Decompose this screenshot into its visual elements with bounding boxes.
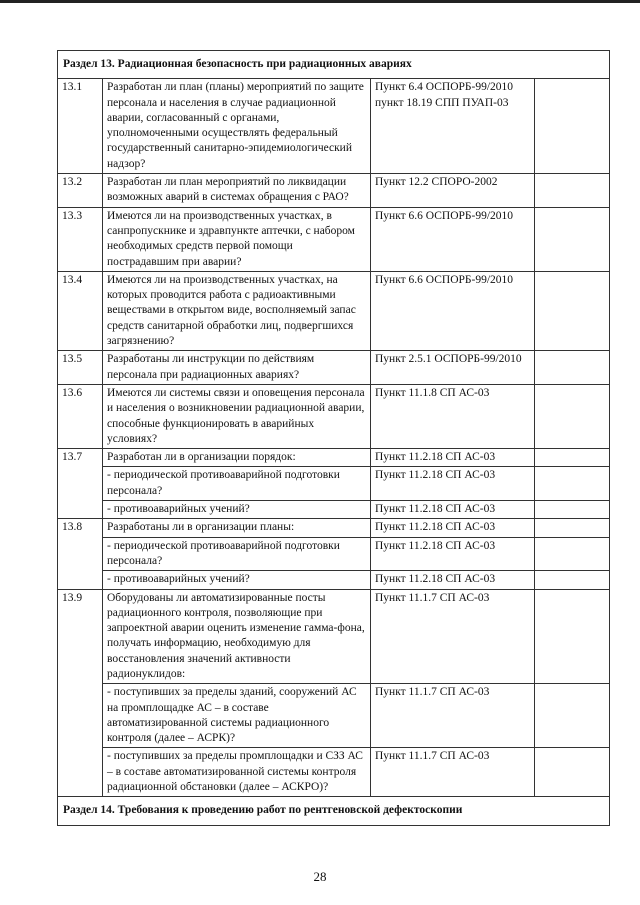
requirement-text: - периодической противоаварийной подготовки персонала?: [103, 467, 371, 501]
section-14-title: Раздел 14. Требования к проведению работ по рентгеновской дефектоскопии: [58, 797, 610, 825]
table-row: [58, 519, 610, 537]
table-subrow: [58, 684, 610, 748]
item-number: 13.4: [58, 271, 103, 350]
item-number: 13.8: [58, 519, 103, 589]
answer-cell: [535, 79, 610, 174]
answer-cell: [535, 501, 610, 519]
requirement-text: - периодической противоаварийной подготовки персонала?: [103, 537, 371, 571]
section-13-title: Раздел 13. Радиационная безопасность при радиационных авариях: [58, 51, 610, 79]
item-number: 13.5: [58, 351, 103, 385]
section-14-header-row: [58, 797, 610, 825]
norm-reference: Пункт 11.1.7 СП АС-03: [371, 748, 535, 797]
table-row: [58, 351, 610, 385]
answer-cell: [535, 571, 610, 589]
table-subrow: [58, 571, 610, 589]
table-subrow: [58, 748, 610, 797]
requirement-text: - противоаварийных учений?: [103, 571, 371, 589]
item-number: 13.1: [58, 79, 103, 174]
requirement-text: Разработан ли в организации порядок:: [103, 449, 371, 467]
table-row: [58, 271, 610, 350]
answer-cell: [535, 174, 610, 208]
requirement-text: Разработан ли план мероприятий по ликвидации возможных аварий в системах обращения с РАО?: [103, 174, 371, 208]
requirement-text: Имеются ли системы связи и оповещения персонала и населения о возникновении радиационной аварии, способные функционировать в аварийных условиях?: [103, 384, 371, 448]
norm-reference: Пункт 6.6 ОСПОРБ-99/2010: [371, 271, 535, 350]
table-subrow: [58, 501, 610, 519]
requirement-text: Имеются ли на производственных участках, на которых проводится работа с радиоактивными веществами в открытом виде, восполняемый запас средств санитарной обработки лиц, подвергшихся загрязнению?: [103, 271, 371, 350]
table-row: [58, 384, 610, 448]
item-number: 13.9: [58, 589, 103, 797]
requirement-text: Разработаны ли инструкции по действиям персонала при радиационных авариях?: [103, 351, 371, 385]
answer-cell: [535, 351, 610, 385]
norm-reference: Пункт 6.4 ОСПОРБ-99/2010 пункт 18.19 СПП ПУАП-03: [371, 79, 535, 174]
answer-cell: [535, 684, 610, 748]
item-number: 13.7: [58, 449, 103, 519]
item-number: 13.6: [58, 384, 103, 448]
requirement-text: Разработан ли план (планы) мероприятий по защите персонала и населения в случае радиационной аварии, согласованный с органами, уполномоченными осуществлять федеральный государственный санитарно-эпидемиологический надзор?: [103, 79, 371, 174]
table-row: [58, 589, 610, 684]
norm-reference: Пункт 6.6 ОСПОРБ-99/2010: [371, 207, 535, 271]
norm-reference: Пункт 12.2 СПОРО-2002: [371, 174, 535, 208]
norm-reference: Пункт 11.1.7 СП АС-03: [371, 684, 535, 748]
answer-cell: [535, 748, 610, 797]
norm-reference: Пункт 11.2.18 СП АС-03: [371, 501, 535, 519]
item-number: 13.2: [58, 174, 103, 208]
page-number: 28: [313, 869, 327, 884]
checklist-table: [57, 50, 610, 826]
norm-reference: Пункт 11.2.18 СП АС-03: [371, 467, 535, 501]
answer-cell: [535, 537, 610, 571]
answer-cell: [535, 384, 610, 448]
table-row: [58, 449, 610, 467]
answer-cell: [535, 589, 610, 684]
norm-reference: Пункт 11.2.18 СП АС-03: [371, 519, 535, 537]
answer-cell: [535, 519, 610, 537]
table-row: [58, 207, 610, 271]
norm-reference: Пункт 11.1.7 СП АС-03: [371, 589, 535, 684]
requirement-text: - противоаварийных учений?: [103, 501, 371, 519]
section-13-header-row: [58, 51, 610, 79]
answer-cell: [535, 207, 610, 271]
item-number: 13.3: [58, 207, 103, 271]
table-subrow: [58, 537, 610, 571]
norm-reference: Пункт 11.1.8 СП АС-03: [371, 384, 535, 448]
answer-cell: [535, 449, 610, 467]
table-row: [58, 174, 610, 208]
top-rule: [0, 0, 640, 3]
requirement-text: - поступивших за пределы зданий, сооружений АС на промплощадке АС – в составе автоматизированной системы радиационного контроля (далее – АСРК)?: [103, 684, 371, 748]
norm-reference: Пункт 2.5.1 ОСПОРБ-99/2010: [371, 351, 535, 385]
table-row: [58, 79, 610, 174]
table-subrow: [58, 467, 610, 501]
norm-reference: Пункт 11.2.18 СП АС-03: [371, 537, 535, 571]
norm-reference: Пункт 11.2.18 СП АС-03: [371, 571, 535, 589]
answer-cell: [535, 467, 610, 501]
requirement-text: Оборудованы ли автоматизированные посты радиационного контроля, позволяющие при запроектной аварии оценить изменение гамма-фона, получать информацию, необходимую для восстановления значений активности радионуклидов:: [103, 589, 371, 684]
requirement-text: Имеются ли на производственных участках, в санпропускнике и здравпункте аптечки, с набором необходимых средств первой помощи пострадавшим при аварии?: [103, 207, 371, 271]
answer-cell: [535, 271, 610, 350]
requirement-text: - поступивших за пределы промплощадки и СЗЗ АС – в составе автоматизированной системы контроля радиационной обстановки (далее – АСКРО)?: [103, 748, 371, 797]
norm-reference: Пункт 11.2.18 СП АС-03: [371, 449, 535, 467]
requirement-text: Разработаны ли в организации планы:: [103, 519, 371, 537]
